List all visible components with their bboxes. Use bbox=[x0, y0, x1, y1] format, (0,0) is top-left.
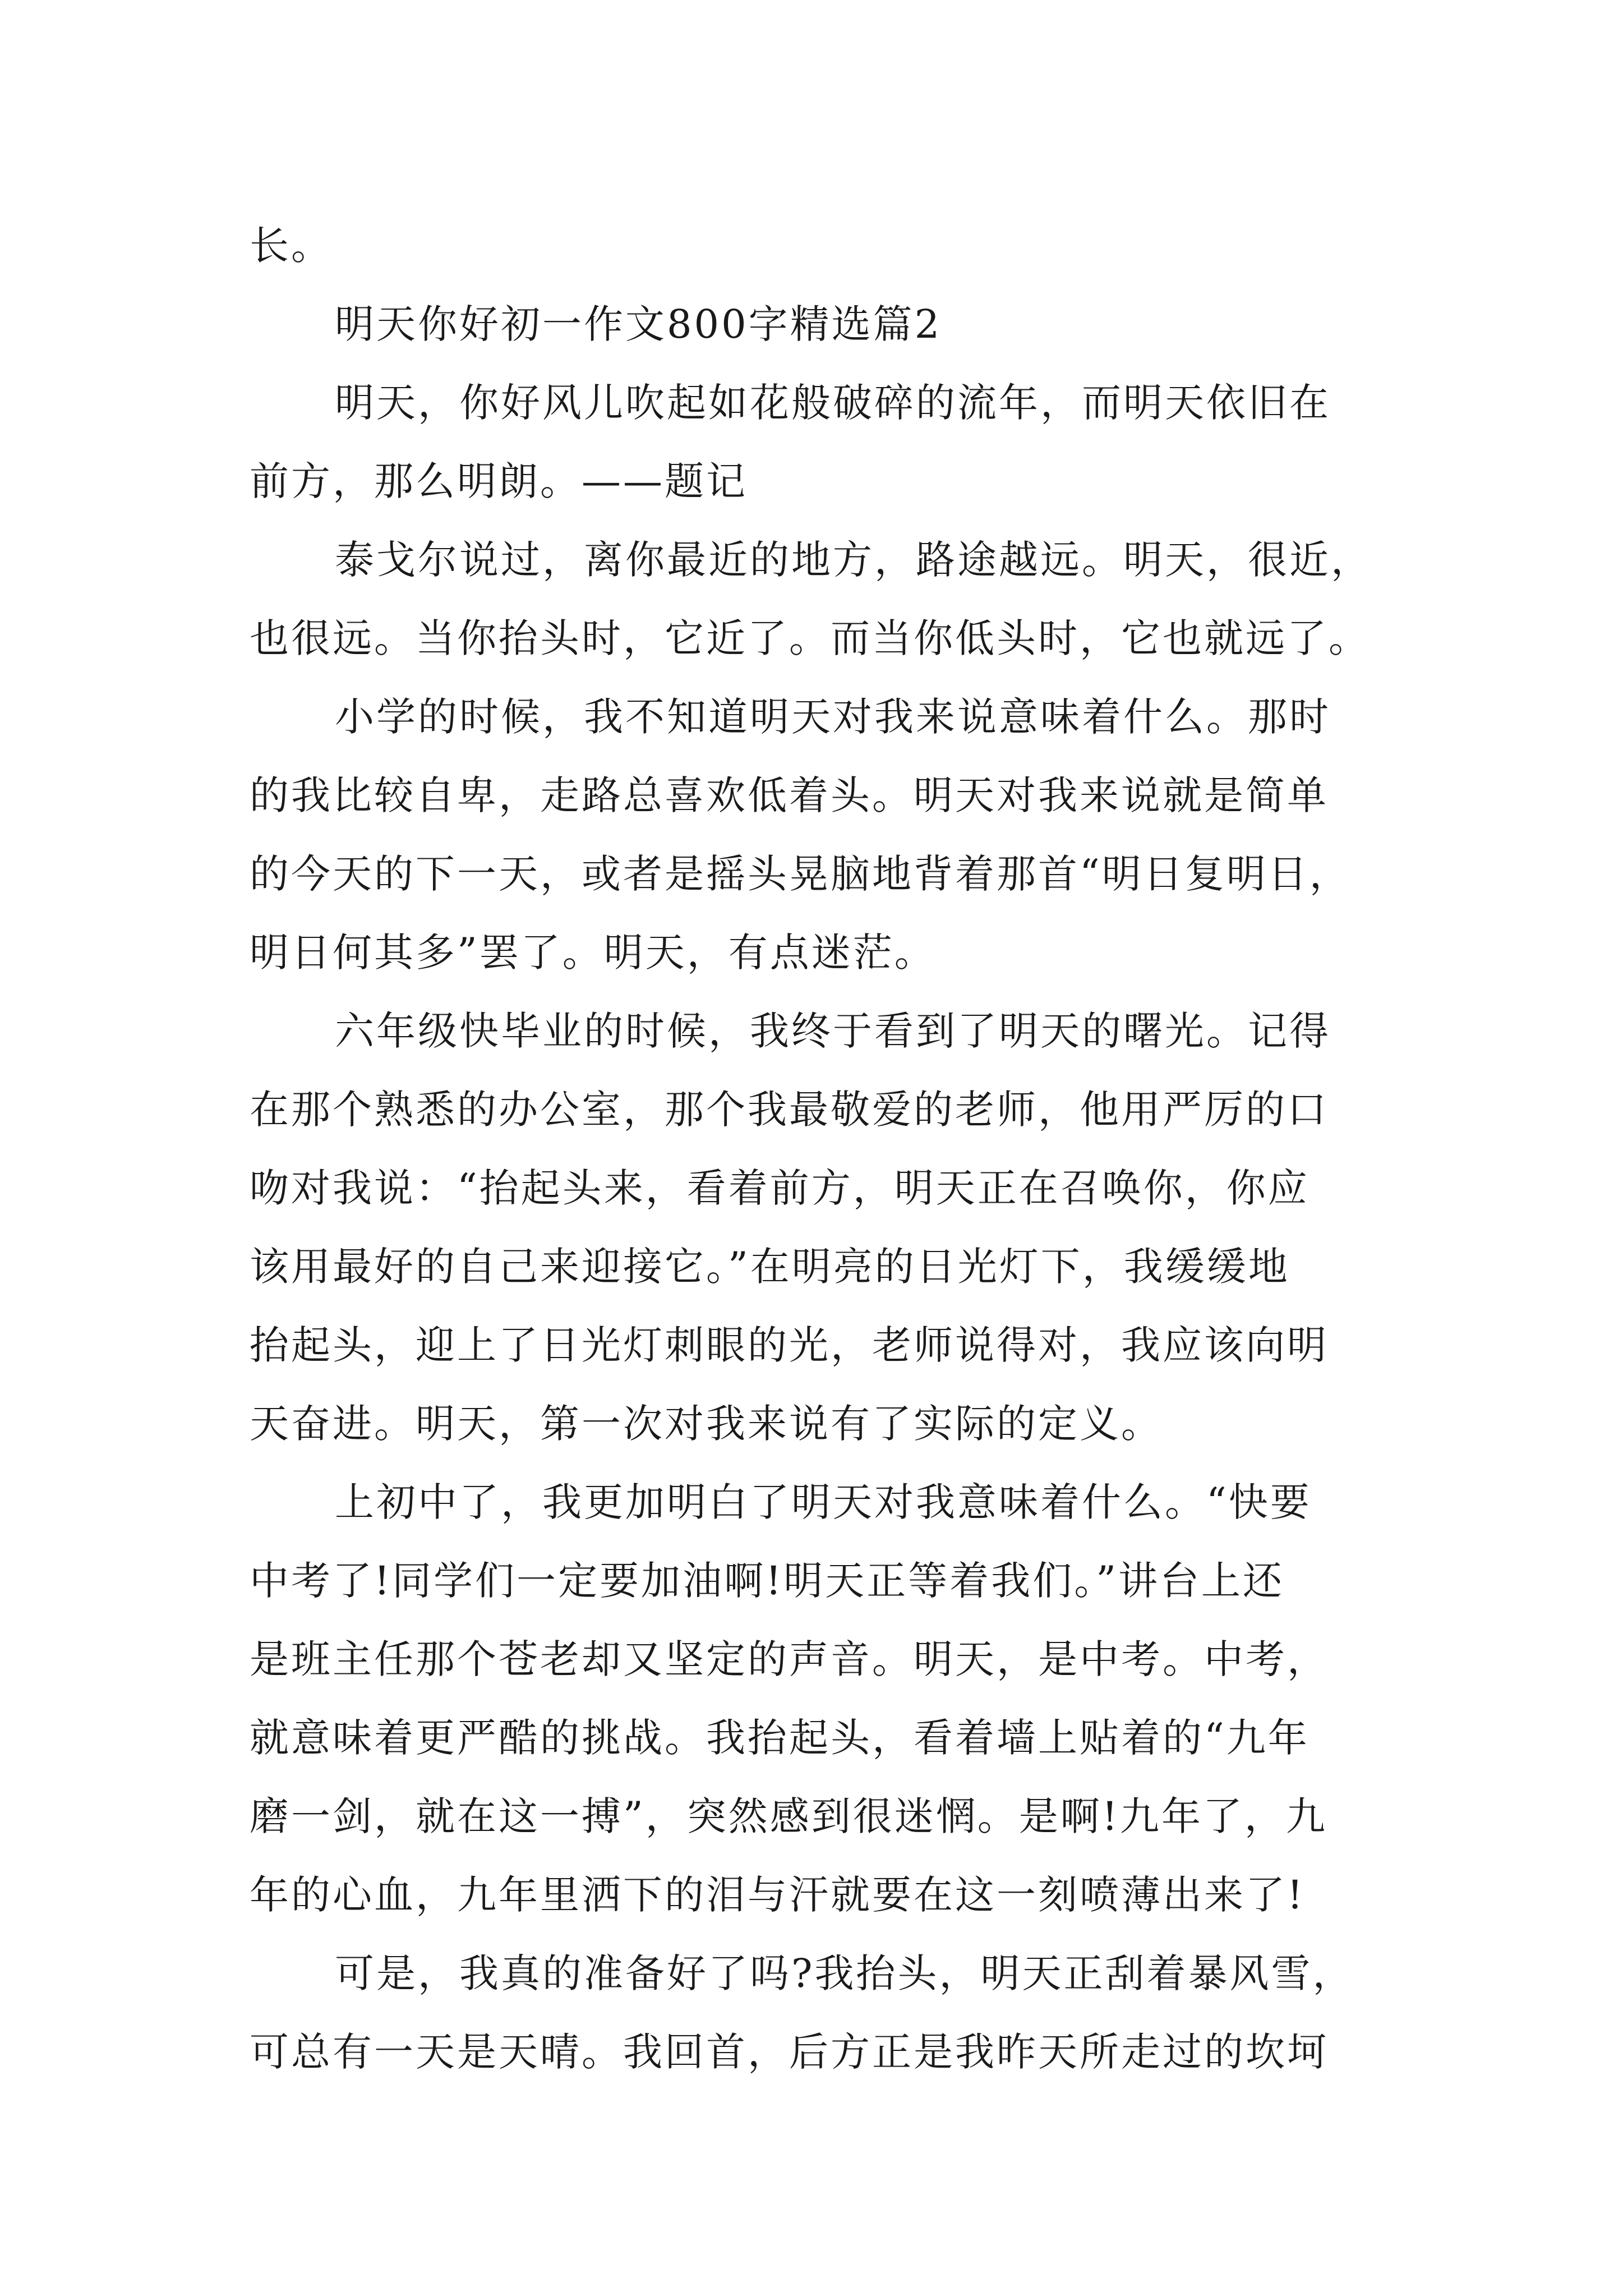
section-heading: 明天你好初一作文800字精选篇2 bbox=[335, 301, 942, 347]
essay-body bbox=[250, 206, 1394, 2091]
text-line: 就意味着更严酷的挑战。我抬起头，看着墙上贴着的“九年 bbox=[250, 1715, 1310, 1761]
text-line: 是班主任那个苍老却又坚定的声音。明天，是中考。中考， bbox=[250, 1636, 1329, 1682]
text-line: 的我比较自卑，走路总喜欢低着头。明天对我来说就是简单 bbox=[250, 772, 1329, 818]
text-line: 天奋进。明天，第一次对我来说有了实际的定义。 bbox=[250, 1401, 1163, 1447]
text-line: 中考了!同学们一定要加油啊!明天正等着我们。”讲台上还 bbox=[250, 1558, 1285, 1604]
text-line: 明天，你好风儿吹起如花般破碎的流年，而明天依旧在 bbox=[335, 380, 1331, 426]
text-line: 前方，那么明朗。——题记 bbox=[250, 458, 748, 504]
text-line: 上初中了，我更加明白了明天对我意味着什么。“快要 bbox=[335, 1479, 1312, 1525]
text-line: 吻对我说：“抬起头来，看着前方，明天正在召唤你，你应 bbox=[250, 1165, 1310, 1211]
text-line: 可总有一天是天晴。我回首，后方正是我昨天所走过的坎坷 bbox=[250, 2029, 1329, 2075]
text-line: 小学的时候，我不知道明天对我来说意味着什么。那时 bbox=[335, 694, 1331, 740]
text-line: 在那个熟悉的办公室，那个我最敬爱的老师，他用严厉的口 bbox=[250, 1087, 1329, 1133]
text-line: 泰戈尔说过，离你最近的地方，路途越远。明天，很近， bbox=[335, 537, 1372, 583]
text-line: 长。 bbox=[250, 223, 333, 269]
text-line: 六年级快毕业的时候，我终于看到了明天的曙光。记得 bbox=[335, 1008, 1331, 1054]
text-line: 磨一剑，就在这一搏”，突然感到很迷惘。是啊!九年了，九 bbox=[250, 1793, 1327, 1839]
text-line: 可是，我真的准备好了吗?我抬头，明天正刮着暴风雪， bbox=[335, 1950, 1354, 1996]
text-line: 明日何其多”罢了。明天，有点迷茫。 bbox=[250, 930, 936, 976]
text-line: 抬起头，迎上了日光灯刺眼的光，老师说得对，我应该向明 bbox=[250, 1322, 1329, 1368]
text-line: 的今天的下一天，或者是摇头晃脑地背着那首“明日复明日， bbox=[250, 851, 1351, 897]
text-line: 该用最好的自己来迎接它。”在明亮的日光灯下，我缓缓地 bbox=[250, 1244, 1290, 1290]
text-line: 年的心血，九年里洒下的泪与汗就要在这一刻喷薄出来了! bbox=[250, 1872, 1306, 1918]
text-line: 也很远。当你抬头时，它近了。而当你低头时，它也就远了。 bbox=[250, 615, 1370, 661]
